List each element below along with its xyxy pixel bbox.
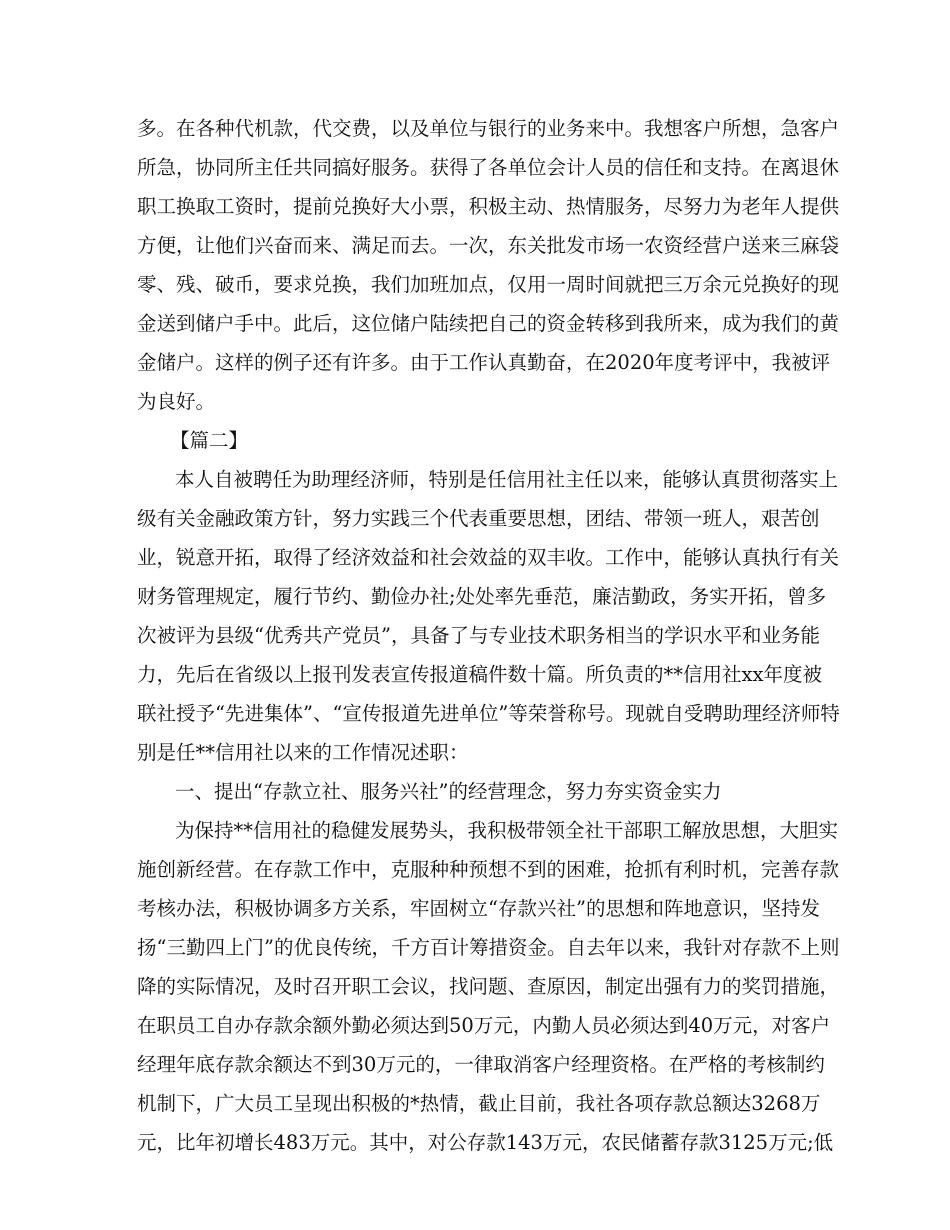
paragraph-line: 降的实际情况，及时召开职工会议，找问题、查原因，制定出强有力的奖罚措施， <box>137 975 840 998</box>
paragraph-line: 职工换取工资时，提前兑换好大小票，积极主动、热情服务，尽努力为老年人提供 <box>137 195 840 218</box>
paragraph-line: 所急，协同所主任共同搞好服务。获得了各单位会计人员的信任和支持。在离退休 <box>137 156 840 179</box>
section-heading: 【篇二】 <box>170 429 249 452</box>
paragraph-line: 多。在各种代机款，代交费，以及单位与银行的业务来中。我想客户所想，急客户 <box>137 117 840 140</box>
paragraph-line: 次被评为县级“优秀共产党员”，具备了与专业技术职务相当的学识水平和业务能 <box>137 624 820 647</box>
paragraph-line: 力，先后在省级以上报刊发表宣传报道稿件数十篇。所负责的**信用社xx年度被 <box>137 663 822 686</box>
paragraph-line: 业，锐意开拓，取得了经济效益和社会效益的双丰收。工作中，能够认真执行有关 <box>137 546 840 569</box>
paragraph-line: 在职员工自办存款余额外勤必须达到50万元，内勤人员必须达到40万元，对客户 <box>137 1014 831 1037</box>
paragraph-line: 财务管理规定，履行节约、勤俭办社;处处率先垂范，廉洁勤政，务实开拓，曾多 <box>137 585 827 608</box>
paragraph-line: 为良好。 <box>137 390 216 413</box>
paragraph-line: 金储户。这样的例子还有许多。由于工作认真勤奋，在2020年度考评中，我被评 <box>137 351 831 374</box>
paragraph-line: 为保持**信用社的稳健发展势头，我积极带领全社干部职工解放思想，大胆实 <box>175 819 839 842</box>
paragraph-line: 扬“三勤四上门”的优良传统，千方百计筹措资金。自去年以来，我针对存款不上则 <box>137 936 840 959</box>
paragraph-line: 机制下，广大员工呈现出积极的*热情，截止目前，我社各项存款总额达3268万 <box>137 1092 821 1115</box>
paragraph-line: 联社授予“先进集体”、“宣传报道先进单位”等荣誉称号。现就自受聘助理经济师特 <box>137 702 840 725</box>
paragraph-line: 经理年底存款余额达不到30万元的，一律取消客户经理资格。在严格的考核制约 <box>137 1053 825 1076</box>
paragraph-line: 零、残、破币，要求兑换，我们加班加点，仅用一周时间就把三万余元兑换好的现 <box>137 273 840 296</box>
paragraph-line: 金送到储户手中。此后，这位储户陆续把自己的资金转移到我所来，成为我们的黄 <box>137 312 840 335</box>
paragraph-line: 方便，让他们兴奋而来、满足而去。一次，东关批发市场一农资经营户送来三麻袋 <box>137 234 840 257</box>
paragraph-line: 别是任**信用社以来的工作情况述职： <box>137 741 469 764</box>
subsection-heading: 一、提出“存款立社、服务兴社”的经营理念，努力夯实资金实力 <box>175 780 722 803</box>
paragraph-line: 本人自被聘任为助理经济师，特别是任信用社主任以来，能够认真贯彻落实上 <box>175 468 839 491</box>
paragraph-line: 元，比年初增长483万元。其中，对公存款143万元，农民储蓄存款3125万元;低 <box>137 1131 834 1154</box>
paragraph-line: 施创新经营。在存款工作中，克服种种预想不到的困难，抢抓有利时机，完善存款 <box>137 858 840 881</box>
paragraph-line: 考核办法，积极协调多方关系，牢固树立“存款兴社”的思想和阵地意识，坚持发 <box>137 897 820 920</box>
paragraph-line: 级有关金融政策方针，努力实践三个代表重要思想，团结、带领一班人，艰苦创 <box>137 507 820 530</box>
